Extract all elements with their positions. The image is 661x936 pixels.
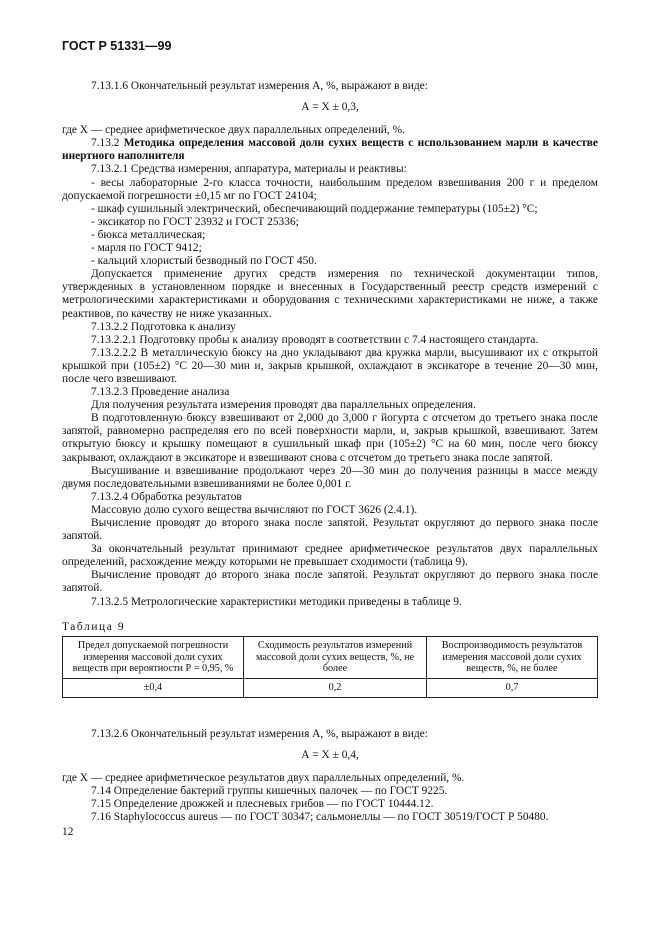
table-cell: 0,7 (427, 679, 598, 698)
paragraph-calculation-2: Вычисление проводят до второго знака после запятой. Результат округляют до первого знака после запятой. (62, 569, 598, 595)
clause-7-13-1-6: 7.13.1.6 Окончательный результат измерения А, %, выражают в виде: (91, 80, 428, 92)
list-item: - марля по ГОСТ 9412; (91, 242, 202, 255)
clause-7-13-2-6: 7.13.2.6 Окончательный результат измерения А, %, выражают в виде: (91, 727, 428, 740)
list-item: - бюкса металлическая; (91, 228, 206, 241)
list-item: - весы лабораторные 2-го класса точности, наибольшим пределом взвешивания 200 г и пределом допускаемой погрешности ±0,15 мг по ГОСТ 24104; (62, 176, 598, 202)
document-header: ГОСТ Р 51331—99 (62, 39, 172, 53)
table-header-row (63, 636, 598, 678)
clause-7-13-2-4: 7.13.2.4 Обработка результатов (91, 490, 242, 503)
table-header-cell: Воспроизводимость результатов измерения массовой доли сухих веществ, %, не более (427, 636, 598, 678)
clause-7-13-2-2: 7.13.2.2 Подготовка к анализу (91, 320, 236, 333)
table-header-cell: Предел допускаемой погрешности измерения массовой доли сухих веществ при вероятности Р = 0,95, % (63, 636, 244, 678)
formula-1: А = Х ± 0,3, (301, 101, 359, 114)
list-item: - кальций хлористый безводный по ГОСТ 450. (91, 255, 317, 268)
clause-7-13-2-title: Методика определения массовой доли сухих веществ с использованием марли в качестве инертного наполнителя (62, 137, 598, 163)
table-cell: 0,2 (244, 679, 427, 698)
clause-7-13-2-2-2: 7.13.2.2.2 В металлическую бюксу на дно укладывают два кружка марли, высушивают их с открытой крышкой при (105±2) °С 20—30 мин и, закрыв крышкой, охлаждают в эксикаторе в течение 20—30 мин, после чего взвешивают. (62, 346, 598, 385)
table-9 (62, 636, 598, 698)
paragraph-final-result: За окончательный результат принимают среднее арифметическое результатов двух параллельных определений, расхождение между которыми не превышает сходимости (таблица 9). (62, 543, 598, 569)
clause-7-13-2-1: 7.13.2.1 Средства измерения, аппаратура, материалы и реактивы: (91, 163, 407, 176)
list-item: - шкаф сушильный электрический, обеспечивающий поддержание температуры (105±2) °С; (91, 202, 538, 215)
table-caption: Таблица 9 (62, 620, 126, 633)
clause-7-15: 7.15 Определение дрожжей и плесневых грибов — по ГОСТ 10444.12. (91, 798, 434, 811)
formula-2-where: где Х — среднее арифметическое результатов двух параллельных определений, %. (62, 772, 465, 785)
clause-7-13-2 (62, 137, 598, 163)
table-header-cell: Сходимость результатов измерений массовой доли сухих веществ, %, не более (244, 636, 427, 678)
clause-7-13-2-2-1: 7.13.2.2.1 Подготовку пробы к анализу проводят в соответствии с 7.4 настоящего стандарта. (91, 333, 539, 346)
paragraph-calculation-1: Вычисление проводят до второго знака после запятой. Результат округляют до первого знака после запятой. (62, 517, 598, 543)
table-row (63, 679, 598, 698)
paragraph-weighing: В подготовленную бюксу взвешивают от 2,000 до 3,000 г йогурта с отсчетом до третьего знака после запятой, равномерно распределяя его по всей поверхности марли, и, закрыв крышкой, взвешивают. Затем открытую бюксу и крышку помещают в сушильный шкаф при (105±2) °С на 60 мин, после чего бюксу закрывают, охлаждают в эксикаторе и взвешивают снова с отсчетом до третьего знака после запятой. (62, 412, 598, 464)
clause-7-13-2-3: 7.13.2.3 Проведение анализа (91, 386, 230, 399)
clause-7-14: 7.14 Определение бактерий группы кишечных палочек — по ГОСТ 9225. (91, 785, 448, 798)
document-body (62, 80, 598, 825)
paragraph-mass-fraction: Массовую долю сухого вещества вычисляют по ГОСТ 3626 (2.4.1). (91, 503, 418, 516)
clause-7-13-2-5: 7.13.2.5 Метрологические характеристики методики приведены в таблице 9. (91, 595, 462, 608)
formula-2: А = Х ± 0,4, (301, 749, 359, 762)
paragraph-two-determinations: Для получения результата измерения проводят два параллельных определения. (91, 399, 476, 412)
allowed-paragraph: Допускается применение других средств измерения по технической документации типов, утвержденных в установленном порядке и внесенных в Государственный реестр средств измерений с метрологическими характеристиками и оборудования с техническими характеристиками не ниже, а также реактивов, по качеству не ниже указанных. (62, 268, 598, 320)
formula-1-where: где Х — среднее арифметическое двух параллельных определений, %. (62, 124, 405, 137)
clause-7-13-2-number: 7.13.2 (91, 137, 120, 150)
paragraph-drying: Высушивание и взвешивание продолжают через 20—30 мин до получения разницы в массе между двумя последовательными взвешиваниями не более 0,001 г. (62, 464, 598, 490)
page-number: 12 (62, 826, 74, 838)
list-item: - эксикатор по ГОСТ 23932 и ГОСТ 25336; (91, 215, 299, 228)
table-cell: ±0,4 (63, 679, 244, 698)
clause-7-16: 7.16 Staphylococcus aureus — по ГОСТ 30347; сальмонеллы — по ГОСТ 30519/ГОСТ Р 50480. (91, 811, 549, 824)
